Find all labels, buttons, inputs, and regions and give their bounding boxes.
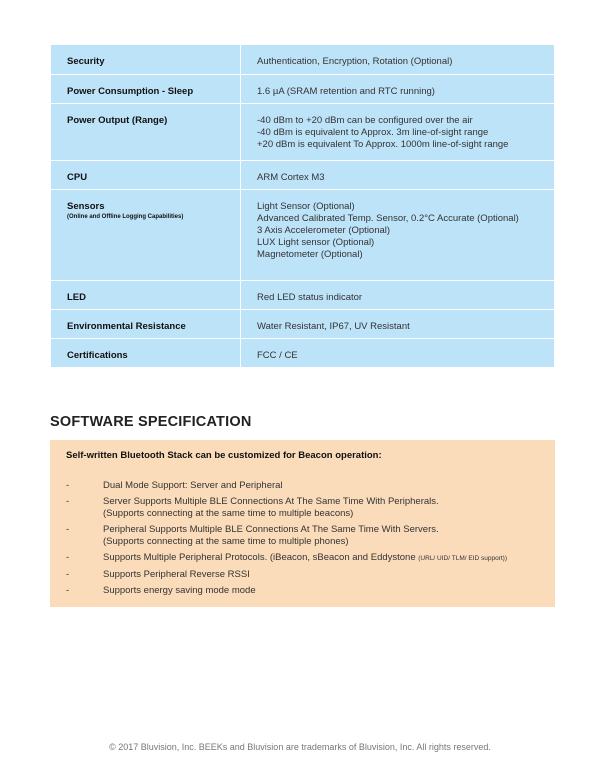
spec-row [51,310,555,339]
spec-value-cell [241,190,555,281]
bullet-dash: - [66,569,70,580]
spec-value: LUX Light sensor (Optional) [257,237,375,248]
spec-label-cell [51,104,241,161]
spec-value: Water Resistant, IP67, UV Resistant [257,321,410,332]
spec-label: LED [67,292,86,303]
spec-label-cell [51,281,241,310]
feature-note: (URL/ UID/ TLM/ EID support)) [418,555,507,562]
spec-row [51,45,555,75]
spec-label: CPU [67,172,88,183]
spec-value: +20 dBm is equivalent To Approx. 1000m line-of-sight range [257,139,509,150]
spec-value: 3 Axis Accelerometer (Optional) [257,225,391,236]
spec-row [51,104,555,161]
bullet-dash: - [66,552,70,563]
bullet-dash: - [66,480,70,491]
spec-value-cell [241,161,555,190]
hardware-spec-table [50,44,555,368]
feature-text: Server Supports Multiple BLE Connections At The Same Time With Peripherals. [103,496,439,507]
spec-label-cell [51,45,241,75]
spec-value-cell [241,45,555,75]
spec-value: FCC / CE [257,350,298,361]
spec-value: Advanced Calibrated Temp. Sensor, 0.2°C Accurate (Optional) [257,213,519,224]
spec-label: Power Consumption - Sleep [67,86,194,97]
software-spec-box [50,440,555,607]
spec-value: Red LED status indicator [257,292,363,303]
feature-item [66,585,539,597]
spec-label: Environmental Resistance [67,321,186,332]
bullet-dash: - [66,524,70,535]
spec-row [51,339,555,368]
spec-label: Power Output (Range) [67,115,168,126]
spec-value: -40 dBm is equivalent to Approx. 3m line-of-sight range [257,127,489,138]
feature-text: Supports Peripheral Reverse RSSI [103,569,250,580]
spec-value: Light Sensor (Optional) [257,201,355,212]
bullet-dash: - [66,585,70,596]
feature-text: Dual Mode Support: Server and Peripheral [103,480,283,491]
spec-label: Sensors [67,201,105,212]
feature-list [66,480,539,597]
feature-text: (Supports connecting at the same time to multiple phones) [103,536,349,547]
feature-item [66,524,539,548]
spec-value-cell [241,75,555,104]
spec-row [51,281,555,310]
feature-item [66,496,539,520]
spec-label-cell [51,190,241,281]
feature-item [66,552,539,565]
spec-value-cell [241,104,555,161]
spec-label-cell [51,339,241,368]
spec-sub-label: (Online and Offline Logging Capabilities) [67,214,184,220]
spec-value: ARM Cortex M3 [257,172,325,183]
feature-text: Supports energy saving mode mode [103,585,256,596]
spec-label-cell [51,161,241,190]
spec-value-cell [241,310,555,339]
spec-row [51,161,555,190]
spec-value: -40 dBm to +20 dBm can be configured over the air [257,115,473,126]
spec-value: 1.6 µA (SRAM retention and RTC running) [257,86,435,97]
bullet-dash: - [66,496,70,507]
spec-value: Authentication, Encryption, Rotation (Optional) [257,56,453,67]
feature-text: (Supports connecting at the same time to multiple beacons) [103,508,354,519]
spec-label: Certifications [67,350,128,361]
spec-label-cell [51,310,241,339]
feature-text: Peripheral Supports Multiple BLE Connections At The Same Time With Servers. [103,524,439,535]
spec-label-cell [51,75,241,104]
spec-value-cell [241,339,555,368]
spec-row [51,190,555,281]
spec-value: Magnetometer (Optional) [257,249,363,260]
spec-label: Security [67,56,105,67]
spec-row [51,75,555,104]
software-specification-heading: SOFTWARE SPECIFICATION [50,414,252,430]
software-intro: Self-written Bluetooth Stack can be customized for Beacon operation: [66,450,382,461]
copyright-footer: © 2017 Bluvision, Inc. BEEKs and Bluvision are trademarks of Bluvision, Inc. All rights reserved. [109,742,491,752]
feature-item [66,569,539,581]
feature-text: Supports Multiple Peripheral Protocols. (iBeacon, sBeacon and Eddystone [103,552,419,563]
feature-item [66,480,539,492]
spec-value-cell [241,281,555,310]
